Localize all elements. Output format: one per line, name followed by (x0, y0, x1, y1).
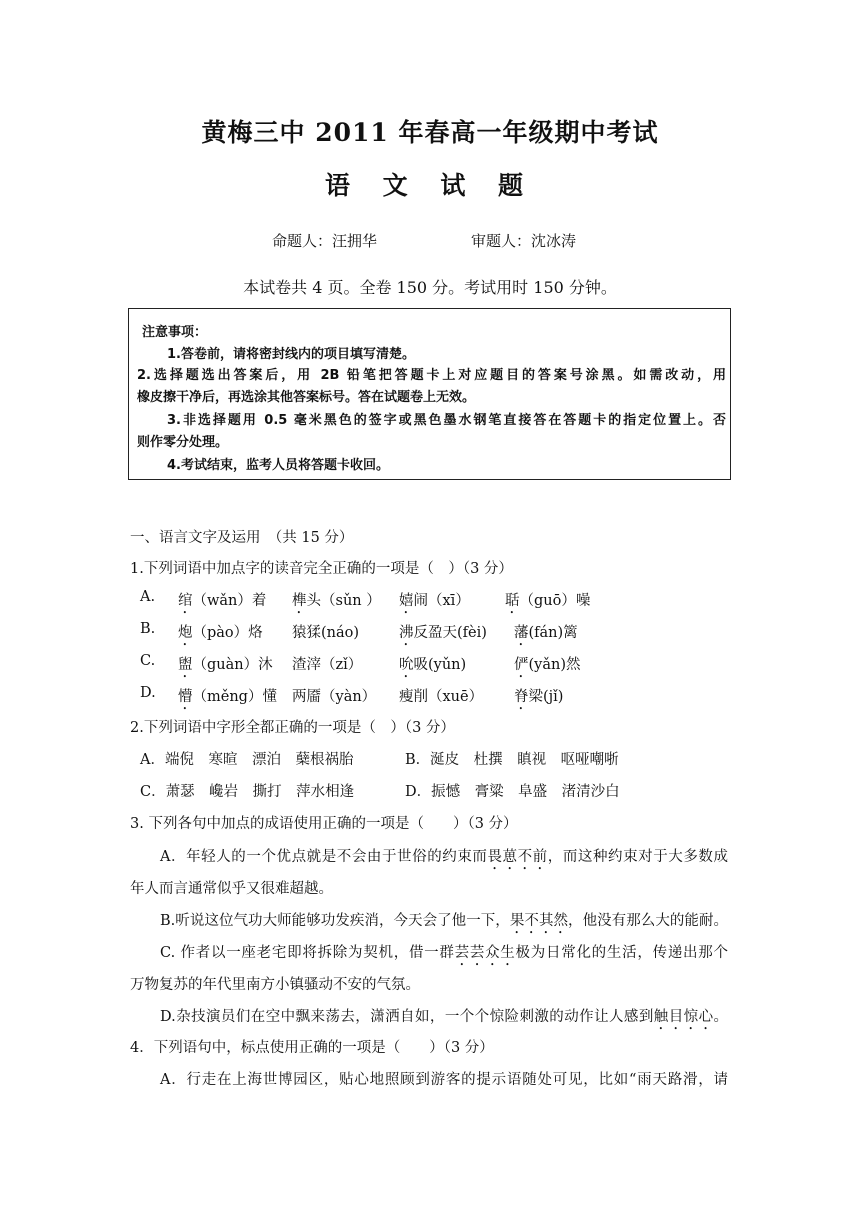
q2-option-a: A．端倪 寒暄 漂泊 蘖根祸胎 (140, 752, 354, 768)
q3-option-a: A．年轻人的一个优点就是不会由于世俗的约束而畏葸不前，而这种约束对于大多数成 (160, 849, 728, 865)
option-word: 聒（guō）噪 (505, 593, 591, 609)
option-word: 渣滓（zǐ） (292, 657, 363, 673)
option-word: 脊梁(jǐ) (514, 689, 564, 705)
option-label: B. (140, 621, 156, 637)
option-word: 俨(yǎn)然 (514, 657, 581, 673)
option-word: 藩(fán)篱 (514, 625, 578, 641)
option-label: A. (140, 589, 156, 605)
q3-option-c-cont: 万物复苏的年代里南方小镇骚动不安的气氛。 (130, 977, 420, 993)
q2-stem: 2.下列词语中字形全都正确的一项是（ ）（3 分） (130, 720, 455, 736)
q3-stem: 3. 下列各句中加点的成语使用正确的一项是（ ）（3 分） (130, 816, 518, 832)
option-word: 吮吸(yǔn) (399, 657, 467, 673)
option-word: 炮（pào）烙 (178, 625, 263, 641)
q3-option-d: D.杂技演员们在空中飘来荡去，潇洒自如，一个个惊险刺激的动作让人感到触目惊心。 (160, 1009, 729, 1025)
option-word: 瘦削（xuē） (399, 689, 484, 705)
option-label: D. (140, 685, 156, 701)
q1-stem: 1.下列词语中加点字的读音完全正确的一项是（ ）（3 分） (130, 561, 513, 577)
q2-option-b: B．涎皮 杜撰 瞋视 呕哑嘲哳 (405, 752, 619, 768)
notice-item-2: 2.选择题选出答案后，用 2B 铅笔把答题卡上对应题目的答案号涂黑。如需改动，用 (137, 368, 726, 383)
option-word: 沸反盈天(fèi) (399, 625, 487, 641)
notice-heading: 注意事项： (142, 325, 208, 340)
option-word: 猿猱(náo) (292, 625, 360, 641)
section-heading: 一、语言文字及运用 （共 15 分） (130, 530, 354, 546)
q2-option-d: D．振憾 膏粱 阜盛 渚清沙白 (405, 784, 620, 800)
author-reviewer: 审题人：沈冰涛 (471, 232, 577, 250)
option-word: 两靥（yàn） (292, 689, 377, 705)
q3-option-a-cont: 年人而言通常似乎又很难超越。 (130, 881, 333, 897)
exam-title: 黄梅三中 2011 年春高一年级期中考试 (201, 118, 659, 147)
q2-option-c: C．萧瑟 巉岩 撕打 萍水相逢 (140, 784, 355, 800)
exam-info: 本试卷共 4 页。全卷 150 分。考试用时 150 分钟。 (243, 278, 617, 297)
notice-item-4: 4.考试结束，监考人员将答题卡收回。 (167, 458, 389, 473)
q4-stem: 4．下列语句中，标点使用正确的一项是（ ）（3 分） (130, 1040, 494, 1056)
notice-item-3-cont: 则作零分处理。 (137, 435, 229, 450)
option-word: 绾（wǎn）着 (178, 593, 267, 609)
option-label: C. (140, 653, 156, 669)
author-setter: 命题人：汪拥华 (272, 232, 378, 250)
q4-option-a: A．行走在上海世博园区，贴心地照顾到游客的提示语随处可见，比如“雨天路滑，请 (160, 1072, 728, 1088)
q3-option-c: C. 作者以一座老宅即将拆除为契机，借一群芸芸众生极为日常化的生活，传递出那个 (160, 945, 729, 961)
notice-item-2-cont: 橡皮擦干净后，再选涂其他答案标号。答在试题卷上无效。 (137, 390, 476, 405)
option-word: 懵（měng）懂 (178, 689, 277, 705)
option-word: 榫头（sǔn ） (292, 593, 381, 609)
notice-item-3: 3.非选择题用 0.5 毫米黑色的签字或黑色墨水钢笔直接答在答题卡的指定位置上。否 (167, 413, 726, 428)
option-word: 嬉闹（xī） (399, 593, 470, 609)
exam-subtitle: 语 文 试 题 (324, 171, 536, 200)
q3-option-b: B.听说这位气功大师能够功发疾消，今天会了他一下，果不其然，他没有那么大的能耐。 (160, 913, 729, 929)
option-word: 盥（guàn）沐 (178, 657, 273, 673)
notice-item-1: 1.答卷前，请将密封线内的项目填写清楚。 (167, 347, 415, 362)
